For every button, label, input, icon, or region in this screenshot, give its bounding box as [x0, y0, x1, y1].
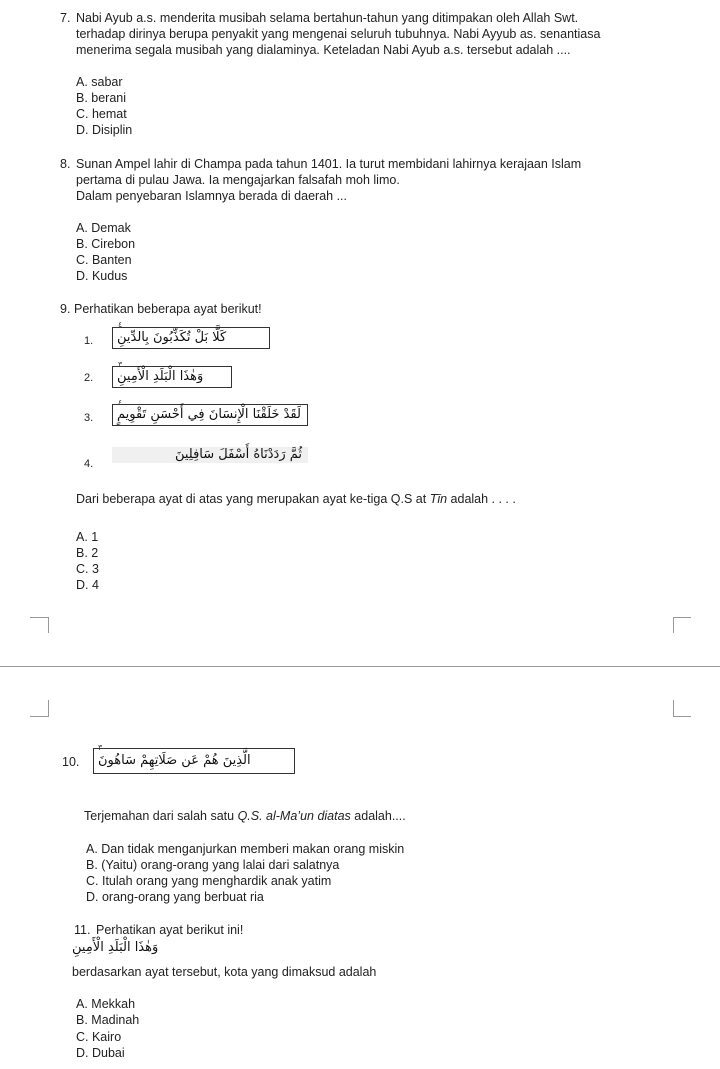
question-number: 8. [60, 157, 71, 171]
option-c[interactable]: C. Banten [76, 253, 132, 267]
arabic-verse: وَهٰذَا الْبَلَدِ الْأَمِينِ [72, 940, 159, 955]
question-text-line: Sunan Ampel lahir di Champa pada tahun 1401. Ia turut membidani lahirnya kerajaan Islam [76, 157, 582, 171]
option-b[interactable]: B. Madinah [76, 1013, 140, 1027]
arabic-verse-box [112, 327, 270, 349]
arabic-verse: لَقَدْ خَلَقْنَا الْإِنسَانَ فِي أَحْسَنِ تَقْوِيمٍ [117, 407, 301, 422]
ayah-number-mark: ٤ [118, 398, 123, 407]
question-text-line: terhadap dirinya berupa penyakit yang mengenai seluruh tubuhnya. Nabi Ayyub as. senantiasa [76, 27, 601, 41]
question-title: Perhatikan ayat berikut ini! [96, 923, 244, 937]
crop-mark [673, 617, 691, 618]
surah-name: Q.S. al-Ma’un diatas [237, 809, 351, 823]
arabic-verse-box [93, 748, 295, 774]
question-text-line: pertama di pulau Jawa. Ia mengajarkan falsafah moh limo. [76, 173, 400, 187]
question-number: 11. [74, 923, 91, 937]
question-text-line: Dalam penyebaran Islamnya berada di daerah ... [76, 189, 347, 203]
arabic-verse: ثُمَّ رَدَدْنَاهُ أَسْفَلَ سَافِلِينَ [112, 447, 308, 463]
ayah-number-mark: ٣ [98, 743, 103, 752]
option-a[interactable]: A. Demak [76, 221, 131, 235]
crop-mark [30, 617, 48, 618]
crop-mark [30, 716, 49, 717]
ayah-number-mark: ٤ [118, 320, 123, 329]
option-d[interactable]: D. Disiplin [76, 123, 133, 137]
option-a[interactable]: A. Dan tidak menganjurkan memberi makan orang miskin [86, 842, 405, 856]
option-c[interactable]: C. 3 [76, 562, 99, 576]
verse-number: 4. [84, 458, 94, 470]
verse-number: 3. [84, 412, 94, 424]
page-divider [0, 666, 720, 667]
question-text-line: menerima segala musibah yang dialaminya. Keteladan Nabi Ayub a.s. tersebut adalah .... [76, 43, 571, 57]
question-number: 7. [60, 11, 71, 25]
crop-mark [48, 617, 49, 633]
ayah-number-mark: ٣ [118, 360, 123, 369]
option-d[interactable]: D. 4 [76, 578, 99, 592]
question-number: 10. [62, 755, 80, 769]
question-text [76, 491, 516, 507]
option-c[interactable]: C. Kairo [76, 1030, 122, 1044]
arabic-verse-box [112, 366, 232, 388]
option-a[interactable]: A. Mekkah [76, 997, 136, 1011]
verse-number: 2. [84, 372, 94, 384]
crop-mark [673, 716, 691, 717]
option-d[interactable]: D. Dubai [76, 1046, 125, 1060]
option-a[interactable]: A. 1 [76, 530, 99, 544]
option-b[interactable]: B. berani [76, 91, 127, 105]
question-number: 9. [60, 302, 71, 316]
question-text-line: Nabi Ayub a.s. menderita musibah selama bertahun-tahun yang ditimpakan oleh Allah Swt. [76, 11, 579, 25]
option-b[interactable]: B. Cirebon [76, 237, 136, 251]
option-c[interactable]: C. hemat [76, 107, 127, 121]
option-b[interactable]: B. 2 [76, 546, 99, 560]
question-text [84, 808, 406, 824]
arabic-verse: كَلَّا بَلْ تُكَذِّبُونَ بِالدِّينِ [117, 330, 227, 345]
crop-mark [673, 617, 674, 633]
question-text-suffix: adalah . . . . [447, 492, 516, 506]
question-text-prefix: Terjemahan dari salah satu [84, 809, 238, 823]
question-title: Perhatikan beberapa ayat berikut! [74, 302, 262, 316]
option-d[interactable]: D. Kudus [76, 269, 128, 283]
arabic-verse: الَّذِينَ هُمْ عَن صَلَاتِهِمْ سَاهُونَ [98, 753, 251, 768]
question-text: berdasarkan ayat tersebut, kota yang dimaksud adalah [72, 965, 377, 979]
question-text-prefix: Dari beberapa ayat di atas yang merupakan ayat ke-tiga Q.S at [76, 492, 430, 506]
question-text-suffix: adalah.... [350, 809, 406, 823]
verse-number: 1. [84, 335, 94, 347]
arabic-verse: وَهٰذَا الْبَلَدِ الْأَمِينِ [117, 369, 204, 384]
option-c[interactable]: C. Itulah orang yang menghardik anak yatim [86, 874, 332, 888]
crop-mark [48, 700, 49, 716]
crop-mark [673, 700, 674, 716]
surah-name: Tīn [429, 492, 448, 506]
option-a[interactable]: A. sabar [76, 75, 123, 89]
arabic-verse-box [112, 404, 308, 426]
option-b[interactable]: B. (Yaitu) orang-orang yang lalai dari salatnya [86, 858, 340, 872]
option-d[interactable]: D. orang-orang yang berbuat ria [86, 890, 264, 904]
